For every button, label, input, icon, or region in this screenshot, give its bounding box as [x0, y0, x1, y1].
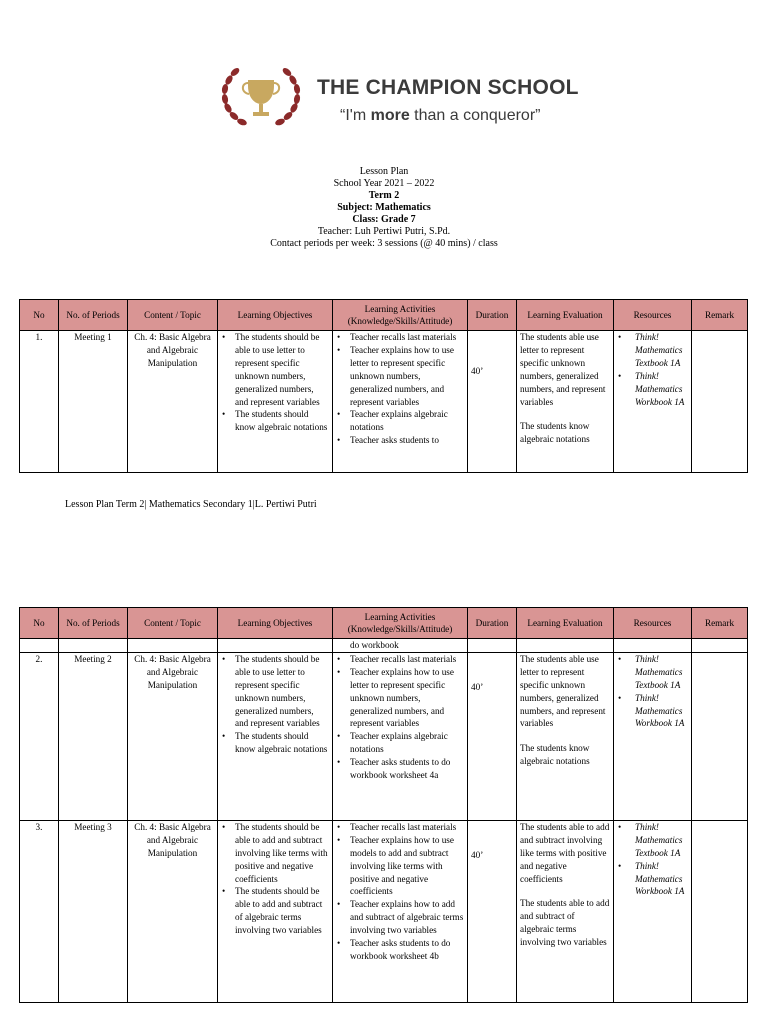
trophy-laurel-icon: [215, 58, 307, 132]
objective-item: • The students should know algebraic notations: [235, 730, 329, 756]
table-row: [20, 331, 748, 473]
objective-item: • The students should be able to use letter to represent specific unknown numbers, generalized numbers, and represent variables: [235, 653, 329, 730]
resource-item: • Think! Mathematics Workbook 1A: [629, 370, 688, 409]
col-objectives: Learning Objectives: [218, 300, 333, 331]
activity-item: • Teacher explains algebraic notations: [350, 408, 464, 434]
row-no: 2.: [20, 652, 59, 820]
document-header: [0, 166, 768, 250]
col-duration: Duration: [468, 608, 517, 639]
col-remark: Remark: [692, 300, 748, 331]
school-logo: [207, 56, 592, 134]
row-objectives: [218, 820, 333, 1002]
duration-value: 40’: [471, 849, 484, 860]
activity-item: • Teacher explains how to use letter to represent specific unknown numbers, generalized numbers, and represent variables: [350, 344, 464, 409]
activity-item: • Teacher explains how to use letter to represent specific unknown numbers, generalized numbers, and represent variables: [350, 666, 464, 731]
school-name: THE CHAMPION SCHOOL: [317, 76, 579, 99]
row-remark: [692, 652, 748, 820]
row-no: 3.: [20, 820, 59, 1002]
duration-value: 40’: [471, 681, 484, 692]
objective-item: • The students should know algebraic notations: [235, 408, 329, 434]
activity-item: • Teacher explains algebraic notations: [350, 730, 464, 756]
objective-item: • The students should be able to use letter to represent specific unknown numbers, generalized numbers, and represent variables: [235, 331, 329, 408]
row-period: Meeting 2: [59, 652, 128, 820]
row-remark: [692, 331, 748, 473]
col-no: No: [20, 300, 59, 331]
lesson-plan-table-1: [19, 299, 748, 473]
page-footer: Lesson Plan Term 2| Mathematics Secondary 1|L. Pertiwi Putri: [65, 499, 317, 510]
col-no: No: [20, 608, 59, 639]
col-activities: Learning Activities (Knowledge/Skills/Attitude): [333, 608, 468, 639]
evaluation-item: The students know algebraic notations: [520, 743, 590, 767]
resource-item: • Think! Mathematics Textbook 1A: [629, 653, 688, 692]
activity-item: • Teacher explains how to add and subtract of algebraic terms involving two variables: [350, 898, 464, 937]
row-activities: [333, 820, 468, 1002]
col-remark: Remark: [692, 608, 748, 639]
resource-item: • Think! Mathematics Textbook 1A: [629, 331, 688, 370]
row-evaluation: [517, 820, 614, 1002]
objective-item: • The students should be able to add and subtract involving like terms with positive and negative coefficients: [235, 821, 329, 886]
col-periods: No. of Periods: [59, 300, 128, 331]
col-activities: Learning Activities (Knowledge/Skills/Attitude): [333, 300, 468, 331]
row-content: Ch. 4: Basic Algebra and Algebraic Manipulation: [128, 331, 218, 473]
row-period: Meeting 3: [59, 820, 128, 1002]
col-content: Content / Topic: [128, 608, 218, 639]
header-title: Lesson Plan: [359, 166, 409, 177]
activity-item: • Teacher recalls last materials: [350, 653, 464, 666]
resource-item: • Think! Mathematics Workbook 1A: [629, 692, 688, 731]
evaluation-item: The students able use letter to represent specific unknown numbers, generalized numbers, and represent variables: [520, 653, 606, 729]
lesson-plan-table-2: [19, 607, 748, 1003]
row-activities: [333, 331, 468, 473]
activity-item: • Teacher recalls last materials: [350, 821, 464, 834]
col-resources: Resources: [614, 300, 692, 331]
objective-item: • The students should be able to add and subtract of algebraic terms involving two variables: [235, 885, 329, 937]
duration-value: 40’: [471, 366, 484, 376]
row-content: Ch. 4: Basic Algebra and Algebraic Manipulation: [128, 820, 218, 1002]
school-motto: “I'm more than a conqueror”: [340, 107, 541, 124]
evaluation-item: The students know algebraic notations: [520, 421, 590, 445]
header-school-year: School Year 2021 – 2022: [333, 178, 435, 189]
col-objectives: Learning Objectives: [218, 608, 333, 639]
activity-item: • Teacher asks students to: [350, 434, 464, 447]
row-duration: [468, 820, 517, 1002]
row-activities: [333, 652, 468, 820]
table-header-row: [20, 608, 748, 639]
col-content: Content / Topic: [128, 300, 218, 331]
header-term: Term 2: [368, 190, 400, 201]
row-duration: [468, 331, 517, 473]
activity-item: • Teacher explains how to use models to add and subtract involving like terms with positive and negative coefficients: [350, 834, 464, 899]
row-content: Ch. 4: Basic Algebra and Algebraic Manipulation: [128, 652, 218, 820]
evaluation-item: The students able use letter to represent specific unknown numbers, generalized numbers, and represent variables: [520, 332, 606, 407]
col-periods: No. of Periods: [59, 608, 128, 639]
col-resources: Resources: [614, 608, 692, 639]
table-header-row: [20, 300, 748, 331]
resource-item: • Think! Mathematics Workbook 1A: [629, 860, 688, 899]
row-objectives: [218, 652, 333, 820]
row-resources: [614, 820, 692, 1002]
row-objectives: [218, 331, 333, 473]
continuation-text: do workbook: [333, 639, 468, 653]
continuation-row: [20, 639, 748, 653]
activity-item: • Teacher recalls last materials: [350, 331, 464, 344]
row-evaluation: [517, 331, 614, 473]
header-contact-periods: Contact periods per week: 3 sessions (@ 40 mins) / class: [270, 238, 498, 249]
evaluation-item: The students able to add and subtract involving like terms with positive and negative coefficients: [520, 821, 610, 884]
col-evaluation: Learning Evaluation: [517, 300, 614, 331]
table-row: [20, 652, 748, 820]
activity-item: • Teacher asks students to do workbook worksheet 4b: [350, 937, 464, 963]
row-resources: [614, 331, 692, 473]
row-period: Meeting 1: [59, 331, 128, 473]
activity-item: • Teacher asks students to do workbook worksheet 4a: [350, 756, 464, 782]
table-row: [20, 820, 748, 1002]
header-teacher: Teacher: Luh Pertiwi Putri, S.Pd.: [317, 226, 451, 237]
header-subject: Subject: Mathematics: [337, 202, 431, 213]
row-remark: [692, 820, 748, 1002]
row-evaluation: [517, 652, 614, 820]
row-no: 1.: [20, 331, 59, 473]
evaluation-item: The students able to add and subtract of algebraic terms involving two variables: [520, 898, 610, 948]
header-class: Class: Grade 7: [352, 214, 416, 225]
row-duration: [468, 652, 517, 820]
row-resources: [614, 652, 692, 820]
resource-item: • Think! Mathematics Textbook 1A: [629, 821, 688, 860]
col-duration: Duration: [468, 300, 517, 331]
col-evaluation: Learning Evaluation: [517, 608, 614, 639]
